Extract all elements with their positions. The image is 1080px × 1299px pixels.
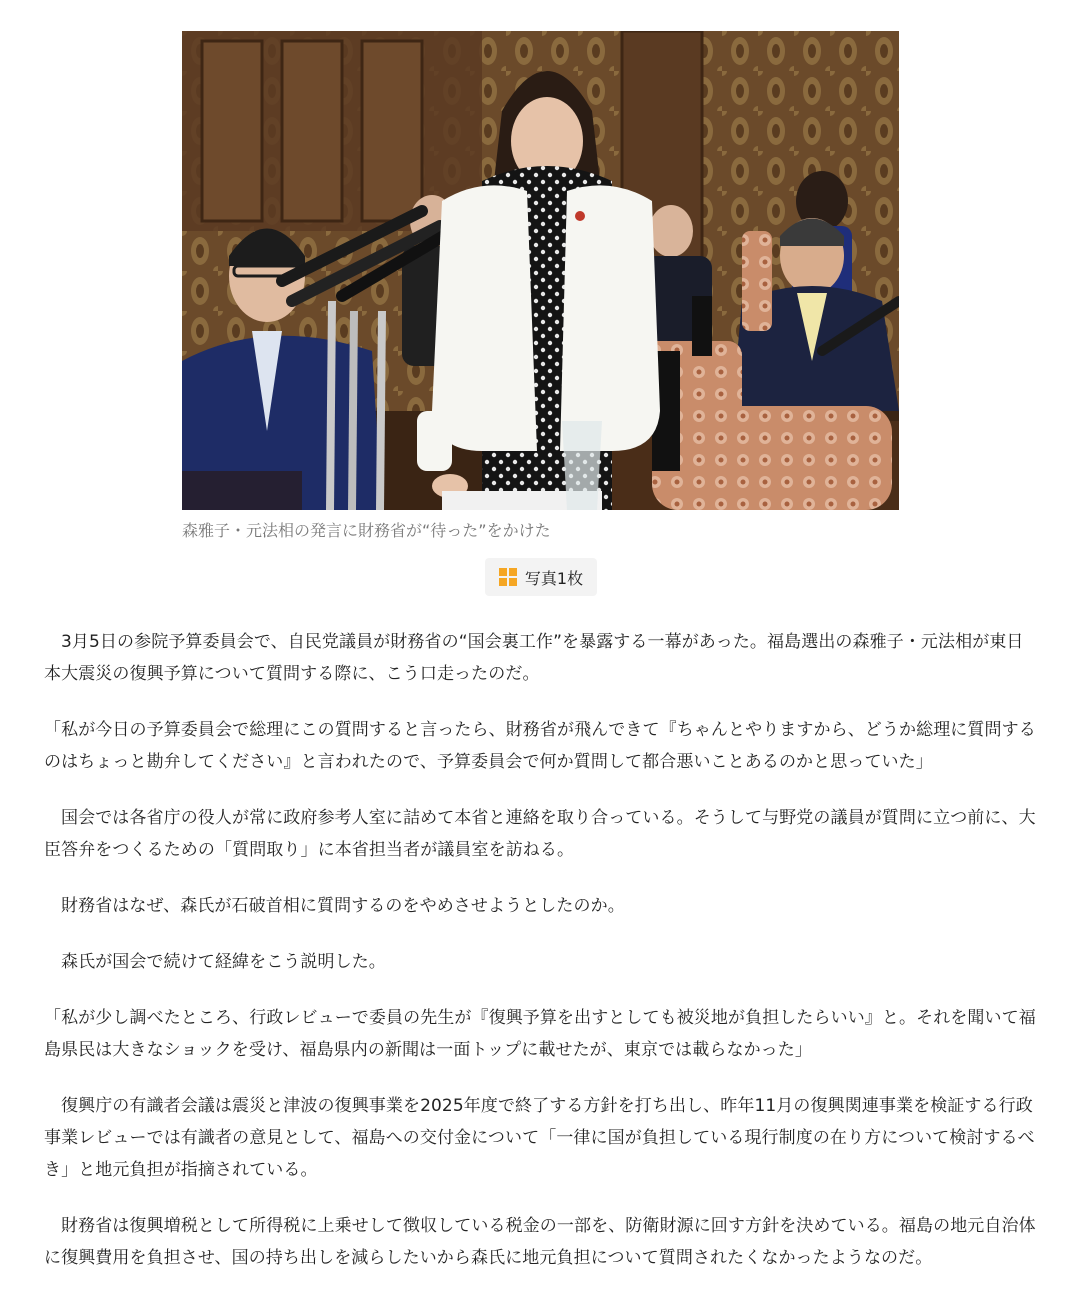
article-paragraph: 3月5日の参院予算委員会で、自民党議員が財務省の“国会裏工作”を暴露する一幕があった。福島選出の森雅子・元法相が東日本大震災の復興予算について質問する際に、こう口走ったのだ。	[44, 632, 1024, 684]
article-body	[44, 626, 1038, 1298]
article-paragraph: 「私が今日の予算委員会で総理にこの質問すると言ったら、財務省が飛んできて『ちゃんとやりますから、どうか総理に質問するのはちょっと勘弁してください』と言われたので、予算委員会で何か質問して都合悪いことあるのかと思っていた」	[44, 720, 1036, 772]
article-paragraph: 復興庁の有識者会議は震災と津波の復興事業を2025年度で終了する方針を打ち出し、昨年11月の復興関連事業を検証する行政事業レビューでは有識者の意見として、福島への交付金について「一律に国が負担している現行制度の在り方について検討するべき」と地元負担が指摘されている。	[44, 1096, 1035, 1180]
photo-caption: 森雅子・元法相の発言に財務省が“待った”をかけた	[182, 521, 551, 540]
photo-count-label: 写真1枚	[524, 568, 584, 588]
article-paragraph: 森氏が国会で続けて経緯をこう説明した。	[61, 952, 386, 972]
photo-count-button[interactable]	[485, 558, 597, 596]
article-photo[interactable]	[182, 31, 899, 510]
article-paragraph: 国会では各省庁の役人が常に政府参考人室に詰めて本省と連絡を取り合っている。そうして与野党の議員が質問に立つ前に、大臣答弁をつくるための「質問取り」に本省担当者が議員室を訪ねる。	[44, 808, 1036, 860]
article-paragraph: 財務省はなぜ、森氏が石破首相に質問するのをやめさせようとしたのか。	[61, 896, 625, 916]
article-paragraph: 財務省は復興増税として所得税に上乗せして徴収している税金の一部を、防衛財源に回す方針を決めている。福島の地元自治体に復興費用を負担させ、国の持ち出しを減らしたいから森氏に地元負担について質問されたくなかったようなのだ。	[44, 1216, 1036, 1268]
article-paragraph: 「私が少し調べたところ、行政レビューで委員の先生が『復興予算を出すとしても被災地が負担したらいい』と。それを聞いて福島県民は大きなショックを受け、福島県内の新聞は一面トップに載せたが、東京では載らなかった」	[44, 1008, 1036, 1060]
grid-icon	[499, 568, 517, 586]
photo-illustration	[182, 31, 899, 510]
